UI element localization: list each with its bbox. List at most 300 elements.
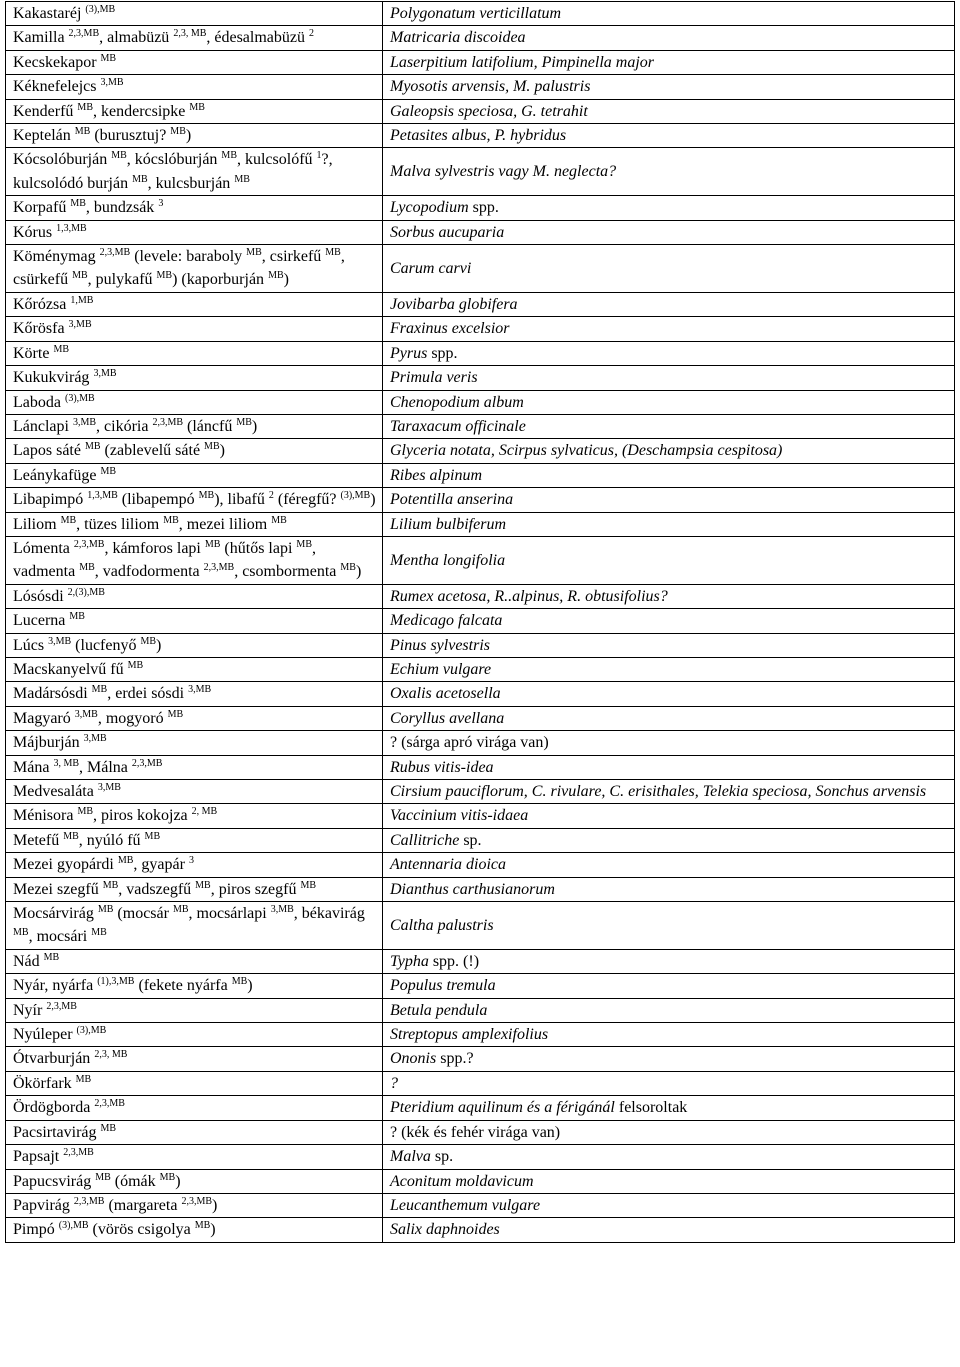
source-reference: MB <box>77 101 93 113</box>
folk-name-cell <box>6 902 383 950</box>
scientific-name-text: Polygonatum verticillatum <box>390 5 562 22</box>
folk-name-cell <box>6 536 383 584</box>
source-reference: 2,3,MB <box>152 416 184 428</box>
source-reference: MB <box>246 247 262 259</box>
source-reference: MB <box>156 270 173 282</box>
source-reference: (3),MB <box>340 490 371 502</box>
folk-name-cell <box>6 26 383 50</box>
source-reference: 3,MB <box>188 684 212 696</box>
source-reference: 2,3,MB <box>203 562 235 574</box>
scientific-name-text: Betula pendula <box>390 1001 488 1019</box>
folk-name-cell <box>6 1193 383 1217</box>
folk-name-cell <box>6 1096 383 1120</box>
scientific-name-text: spp. <box>472 199 499 217</box>
source-reference: MB <box>84 441 101 453</box>
folk-name-cell <box>6 1218 383 1242</box>
scientific-name-cell <box>383 877 955 901</box>
scientific-name-text: Rumex acetosa, R..alpinus, R. obtusifolius? <box>390 587 668 605</box>
table-row <box>6 124 955 148</box>
source-reference: MB <box>300 879 317 891</box>
source-reference: 2 <box>309 28 314 40</box>
source-reference: (3),MB <box>64 392 95 404</box>
folk-name-text: Mezei szegfű <box>13 880 103 898</box>
folk-name-text: Liliom <box>13 515 61 533</box>
source-reference: 2,3,MB <box>46 1000 77 1012</box>
folk-name-text: Kakastaréj <box>13 5 86 22</box>
folk-name-text: Kőrózsa <box>13 295 71 313</box>
scientific-name-text: Lycopodium <box>390 199 473 217</box>
scientific-name-cell <box>383 124 955 148</box>
table-row <box>6 804 955 828</box>
folk-name-text: Nyír <box>13 1001 47 1019</box>
source-reference: MB <box>159 1171 176 1183</box>
folk-name-text: (féregfű? <box>273 491 341 509</box>
folk-name-cell <box>6 828 383 852</box>
folk-name-text: (zablevelű sáté <box>100 442 205 460</box>
scientific-name-cell <box>383 414 955 438</box>
folk-name-text: Madársósdi <box>13 685 92 703</box>
folk-name-cell <box>6 1047 383 1071</box>
scientific-name-cell <box>383 584 955 608</box>
table-row <box>6 853 955 877</box>
folk-name-text: Kenderfű <box>13 102 78 120</box>
folk-name-text: , piros szegfű <box>210 880 301 898</box>
folk-name-text: , piros kokojza <box>93 807 192 825</box>
table-row <box>6 50 955 74</box>
folk-name-text: Korpafű <box>13 199 71 217</box>
source-reference: 1 <box>316 150 322 162</box>
scientific-name-cell <box>383 633 955 657</box>
folk-name-text: ), libafű <box>214 491 269 509</box>
scientific-name-text: Laserpitium latifolium, Pimpinella major <box>390 53 655 71</box>
folk-name-text: Kéknefelejcs <box>13 78 101 96</box>
table-row <box>6 1023 955 1047</box>
table-row <box>6 902 955 950</box>
scientific-name-text: Taraxacum officinale <box>390 417 526 435</box>
scientific-name-cell <box>383 804 955 828</box>
folk-name-cell <box>6 1023 383 1047</box>
folk-name-cell <box>6 50 383 74</box>
folk-name-text: , csirkefű <box>261 248 326 266</box>
scientific-name-text: Typha <box>390 952 433 970</box>
folk-name-text: , kendercsipke <box>92 102 190 120</box>
scientific-name-text: Medicago falcata <box>390 612 503 630</box>
scientific-name-cell <box>383 463 955 487</box>
folk-name-text: Libapimpó <box>13 491 88 509</box>
folk-name-text: Köménymag <box>13 248 100 266</box>
table-row <box>6 682 955 706</box>
folk-name-text: Papucsvirág <box>13 1172 96 1190</box>
scientific-name-cell <box>383 317 955 341</box>
scientific-name-text: Jovibarba globifera <box>390 295 518 313</box>
scientific-name-cell <box>383 50 955 74</box>
folk-name-text: ) <box>212 1196 218 1214</box>
table-row <box>6 341 955 365</box>
scientific-name-cell <box>383 439 955 463</box>
source-reference: MB <box>102 879 119 891</box>
source-reference: MB <box>204 441 220 453</box>
scientific-name-cell <box>383 488 955 512</box>
folk-name-text: Kukukvirág <box>13 369 94 387</box>
scientific-name-text: Pyrus <box>390 344 432 362</box>
table-row <box>6 998 955 1022</box>
folk-name-cell <box>6 682 383 706</box>
source-reference: MB <box>195 879 211 891</box>
folk-name-text: ) <box>370 491 376 509</box>
scientific-name-cell <box>383 998 955 1022</box>
source-reference: MB <box>43 951 60 963</box>
folk-name-text: Körte <box>13 344 54 362</box>
folk-name-cell <box>6 949 383 973</box>
folk-name-text: Lómenta <box>13 539 74 557</box>
scientific-name-text: Salix daphnoides <box>390 1221 500 1239</box>
scientific-name-text: Lilium bulbiferum <box>390 515 507 533</box>
source-reference: MB <box>95 1171 111 1183</box>
source-reference: (3),MB <box>85 4 116 15</box>
source-reference: MB <box>167 708 184 720</box>
table-row <box>6 1218 955 1242</box>
folk-name-text: Kócsolóburján <box>13 151 112 169</box>
scientific-name-text: Ribes alpinum <box>390 466 482 484</box>
source-reference: MB <box>340 562 356 574</box>
scientific-name-cell <box>383 853 955 877</box>
scientific-name-cell <box>383 706 955 730</box>
folk-name-text: ) <box>219 442 225 460</box>
scientific-name-text: felsoroltak <box>618 1099 688 1117</box>
source-reference: 2,3,MB <box>73 1195 105 1207</box>
scientific-name-text: Pteridium aquilinum és a férigánál <box>390 1099 619 1117</box>
scientific-name-text: Pinus sylvestris <box>390 636 490 654</box>
scientific-name-text: spp.? <box>440 1050 474 1068</box>
folk-name-cell <box>6 804 383 828</box>
source-reference: MB <box>194 1220 211 1232</box>
folk-name-text: ) <box>251 417 258 435</box>
source-reference: 3 <box>188 855 194 867</box>
scientific-name-cell <box>383 292 955 316</box>
folk-name-cell <box>6 99 383 123</box>
folk-name-text: , vadfodormenta <box>94 563 204 581</box>
source-reference: MB <box>221 150 237 162</box>
folk-name-cell <box>6 584 383 608</box>
folk-name-text: Nád <box>13 952 44 970</box>
source-reference: MB <box>117 855 134 867</box>
table-row <box>6 245 955 293</box>
table-row <box>6 1169 955 1193</box>
scientific-name-text: Primula veris <box>390 369 478 387</box>
folk-name-text: , pulykafű <box>87 271 157 289</box>
table-row <box>6 292 955 316</box>
table-row <box>6 488 955 512</box>
source-reference: MB <box>60 514 77 526</box>
table-row <box>6 2 955 26</box>
folk-name-cell <box>6 755 383 779</box>
scientific-name-text: Myosotis arvensis, M. palustris <box>390 78 591 96</box>
folk-name-text: , cikória <box>96 417 153 435</box>
folk-name-text: Pimpó <box>13 1221 59 1239</box>
scientific-name-cell <box>383 731 955 755</box>
scientific-name-cell <box>383 1218 955 1242</box>
source-reference: 2,3,MB <box>181 1195 212 1207</box>
source-reference: MB <box>70 198 86 210</box>
folk-name-text: Nyúleper <box>13 1026 77 1044</box>
folk-name-cell <box>6 1071 383 1095</box>
folk-name-text: , tüzes liliom <box>76 515 164 533</box>
scientific-name-cell <box>383 196 955 220</box>
folk-name-text: , Málna <box>79 758 132 776</box>
scientific-name-text: Sorbus aucuparia <box>390 223 505 241</box>
folk-name-text: (levele: baraboly <box>130 248 247 266</box>
source-reference: 2,3, MB <box>173 28 207 40</box>
scientific-name-cell <box>383 902 955 950</box>
source-reference: MB <box>144 830 161 842</box>
folk-name-text: Nyár, nyárfa <box>13 977 98 995</box>
folk-name-text: ) <box>156 636 162 654</box>
source-reference: MB <box>234 173 250 185</box>
folk-name-text: (láncfű <box>183 417 237 435</box>
source-reference: MB <box>268 270 284 282</box>
folk-name-text: (lucfenyő <box>71 636 141 654</box>
folk-name-text: Kórus <box>13 223 57 241</box>
folk-name-text: Lapos sáté <box>13 442 85 460</box>
source-reference: 3,MB <box>100 77 124 89</box>
scientific-name-text: Antennaria dioica <box>390 856 506 874</box>
folk-name-text: Kecskekapor <box>13 53 101 71</box>
folk-name-text: (margareta <box>104 1196 182 1214</box>
folk-name-cell <box>6 1145 383 1169</box>
scientific-name-cell <box>383 657 955 681</box>
table-row <box>6 1071 955 1095</box>
source-reference: 3,MB <box>97 782 121 793</box>
folk-name-text: , erdei sósdi <box>107 685 189 703</box>
scientific-name-cell <box>383 1145 955 1169</box>
scientific-name-text: ? <box>390 1074 398 1092</box>
folk-name-text: , békavirág <box>293 905 365 923</box>
folk-name-cell <box>6 706 383 730</box>
table-row <box>6 26 955 50</box>
folk-name-cell <box>6 292 383 316</box>
scientific-name-cell <box>383 1120 955 1144</box>
scientific-name-cell <box>383 828 955 852</box>
scientific-name-text: Malva <box>390 1148 435 1166</box>
scientific-name-text: Potentilla anserina <box>390 491 514 509</box>
source-reference: 2,3,MB <box>99 247 131 259</box>
source-reference: 2 <box>268 490 274 502</box>
source-reference: MB <box>74 126 91 138</box>
folk-name-text: , édesalmabüzü <box>206 29 309 47</box>
source-reference: 2, MB <box>191 806 218 818</box>
folk-name-cell <box>6 148 383 196</box>
source-reference: MB <box>163 514 179 526</box>
source-reference: MB <box>91 927 107 939</box>
source-reference: 1,3,MB <box>56 222 87 234</box>
scientific-name-cell <box>383 245 955 293</box>
folk-name-text: Pacsirtavirág <box>13 1123 101 1141</box>
folk-name-text: Ótvarburján <box>13 1050 95 1068</box>
source-reference: (3),MB <box>58 1220 89 1232</box>
folk-name-cell <box>6 75 383 99</box>
scientific-name-text: Streptopus amplexifolius <box>390 1026 549 1044</box>
folk-name-text: , mocsári <box>28 928 92 946</box>
folk-name-cell <box>6 366 383 390</box>
source-reference: MB <box>97 904 114 916</box>
scientific-name-cell <box>383 1023 955 1047</box>
scientific-name-text: spp. <box>431 344 458 362</box>
scientific-name-text: Cirsium pauciflorum, C. rivulare, C. erisithales, Telekia speciosa, Sonchus arvensis <box>390 783 927 800</box>
folk-name-text: , mezei liliom <box>178 515 272 533</box>
source-reference: 3,MB <box>48 635 72 647</box>
table-row <box>6 1193 955 1217</box>
folk-name-text: (hűtős lapi <box>220 539 297 557</box>
scientific-name-cell <box>383 341 955 365</box>
source-reference: MB <box>170 126 186 138</box>
source-reference: (1),3,MB <box>97 976 135 988</box>
scientific-name-text: sp. <box>463 831 482 849</box>
scientific-name-text: spp. (!) <box>432 952 480 970</box>
scientific-name-text: Chenopodium album <box>390 393 524 411</box>
folk-name-text: , bundzsák <box>85 199 159 217</box>
folk-name-text: Papsajt <box>13 1148 64 1166</box>
table-row <box>6 463 955 487</box>
table-row <box>6 366 955 390</box>
source-reference: MB <box>132 173 148 185</box>
scientific-name-text: Leucanthemum vulgare <box>390 1196 541 1214</box>
source-reference: 3, MB <box>53 757 79 769</box>
folk-name-text: ) <box>355 563 362 581</box>
source-reference: 2,(3),MB <box>67 586 105 598</box>
scientific-name-text: Mentha longifolia <box>390 551 506 569</box>
folk-name-cell <box>6 317 383 341</box>
folk-name-text: Lósósdi <box>13 587 68 605</box>
folk-name-cell <box>6 414 383 438</box>
folk-name-text: , kócslóburján <box>126 151 222 169</box>
scientific-name-cell <box>383 1071 955 1095</box>
folk-name-text: , almabüzü <box>99 29 174 47</box>
folk-name-cell <box>6 609 383 633</box>
scientific-name-text: Petasites albus, P. hybridus <box>390 127 567 145</box>
folk-name-text: Keptelán <box>13 127 75 145</box>
scientific-name-text: Callitriche <box>390 831 464 849</box>
scientific-name-text: Glyceria notata, Scirpus sylvaticus, (Deschampsia cespitosa) <box>390 442 783 460</box>
folk-name-text: Papvirág <box>13 1196 74 1214</box>
folk-name-cell <box>6 853 383 877</box>
source-reference: 3,MB <box>68 319 92 331</box>
plant-names-table <box>5 1 955 1243</box>
table-row <box>6 220 955 244</box>
folk-name-text: Ménisora <box>13 807 78 825</box>
folk-name-text: (fekete nyárfa <box>134 977 232 995</box>
folk-name-cell <box>6 1169 383 1193</box>
source-reference: MB <box>91 684 108 696</box>
folk-name-text: , kámforos lapi <box>104 539 205 557</box>
folk-name-text: , mocsárlapi <box>188 905 271 923</box>
source-reference: 3,MB <box>270 904 294 916</box>
scientific-name-cell <box>383 1193 955 1217</box>
folk-name-text: (mocsár <box>113 905 173 923</box>
source-reference: MB <box>77 806 93 818</box>
source-reference: 2,3,MB <box>131 757 163 769</box>
scientific-name-text: Galeopsis speciosa, G. tetrahit <box>390 102 588 120</box>
table-row <box>6 99 955 123</box>
source-reference: 1,3,MB <box>87 490 118 502</box>
source-reference: 2,3,MB <box>63 1147 94 1159</box>
source-reference: MB <box>271 514 287 526</box>
scientific-name-text: Vaccinium vitis-idaea <box>390 807 529 825</box>
table-row <box>6 949 955 973</box>
folk-name-cell <box>6 633 383 657</box>
folk-name-cell <box>6 245 383 293</box>
scientific-name-cell <box>383 949 955 973</box>
table-body <box>6 2 955 1243</box>
source-reference: MB <box>236 416 252 428</box>
folk-name-cell <box>6 657 383 681</box>
folk-name-text: Metefű <box>13 831 64 849</box>
table-row <box>6 755 955 779</box>
folk-name-text: Ördögborda <box>13 1099 95 1117</box>
scientific-name-text: Oxalis acetosella <box>390 685 501 703</box>
source-reference: MB <box>172 904 189 916</box>
folk-name-text: , kulcsburján <box>147 174 235 192</box>
scientific-name-cell <box>383 75 955 99</box>
folk-name-text: , vadszegfű <box>118 880 196 898</box>
folk-name-text: Mána <box>13 758 54 776</box>
folk-name-text: (ómák <box>110 1172 160 1190</box>
scientific-name-text: Echium vulgare <box>390 660 492 678</box>
scientific-name-text: Dianthus carthusianorum <box>390 880 555 898</box>
folk-name-text: Ökörfark <box>13 1074 76 1092</box>
source-reference: MB <box>325 247 341 259</box>
folk-name-text: ?, kulcsolódó burján <box>13 151 333 192</box>
folk-name-text: Lucerna <box>13 612 70 630</box>
source-reference: MB <box>72 270 88 282</box>
folk-name-cell <box>6 512 383 536</box>
scientific-name-text: Populus tremula <box>390 977 496 995</box>
table-row <box>6 512 955 536</box>
folk-name-text: Kőrösfa <box>13 320 69 338</box>
table-row <box>6 148 955 196</box>
folk-name-cell <box>6 439 383 463</box>
source-reference: MB <box>100 52 117 64</box>
scientific-name-text: Ononis <box>390 1050 441 1068</box>
folk-name-cell <box>6 2 383 26</box>
table-row <box>6 877 955 901</box>
source-reference: 2,3,MB <box>94 1098 125 1110</box>
scientific-name-cell <box>383 99 955 123</box>
source-reference: 3,MB <box>83 733 107 745</box>
table-row <box>6 1120 955 1144</box>
scientific-name-text: Aconitum moldavicum <box>390 1172 534 1190</box>
table-row <box>6 317 955 341</box>
scientific-name-text: Rubus vitis-idea <box>390 758 494 776</box>
folk-name-cell <box>6 974 383 998</box>
table-row <box>6 75 955 99</box>
source-reference: MB <box>111 150 127 162</box>
folk-name-cell <box>6 780 383 804</box>
source-reference: 2,3,MB <box>68 28 100 40</box>
folk-name-text: , kulcsolófű <box>236 151 317 169</box>
source-reference: MB <box>79 562 95 574</box>
table-row <box>6 633 955 657</box>
folk-name-text: Lánclapi <box>13 417 73 435</box>
source-reference: MB <box>231 976 248 988</box>
scientific-name-cell <box>383 755 955 779</box>
folk-name-cell <box>6 463 383 487</box>
table-row <box>6 828 955 852</box>
scientific-name-cell <box>383 682 955 706</box>
table-row <box>6 1145 955 1169</box>
table-row <box>6 974 955 998</box>
source-reference: 2,3, MB <box>94 1049 128 1061</box>
scientific-name-text: ? (sárga apró virága van) <box>390 734 549 752</box>
